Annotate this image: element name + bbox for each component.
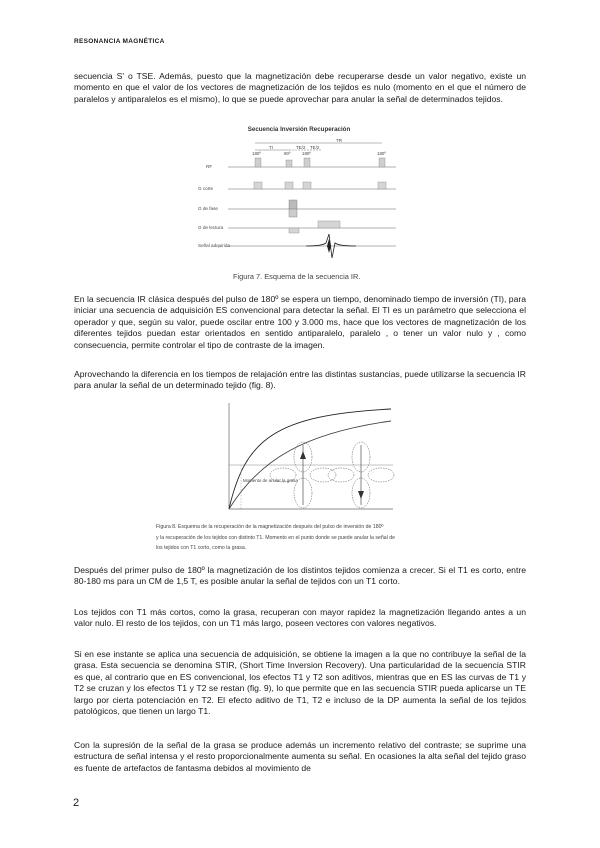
row-label-g-fase: G de fase bbox=[198, 206, 218, 211]
row-label-senal: Señal adquirida bbox=[198, 243, 230, 248]
running-header: RESONANCIA MAGNÉTICA bbox=[74, 38, 165, 45]
figure-8-diagram bbox=[215, 399, 395, 515]
row-label-g-lectura: G de lectura bbox=[198, 225, 224, 230]
timing-label-tr: TR bbox=[336, 138, 343, 143]
pulse-label-180-first: 180º bbox=[252, 151, 261, 156]
pulse-label-90: 90º bbox=[284, 151, 291, 156]
figure-8-caption-line-3: los tejidos con T1 corto, como la grasa. bbox=[156, 545, 247, 552]
paragraph-2: En la secuencia IR clásica después del pulso de 180º se espera un tiempo, denominado tiempo de inversión (TI), para iniciar una secuencia de adquisición ES convencional para detectar la señal. El TI es un parámetro que selecciona el operador y que, según su valor, puede oscilar entre 100 y 3.000 ms, hace que los vectores de magnetización de los diferentes tejidos puedan estar orientados en sentido antiparalelo, paralelo , o tener un valor nulo y , como consecuencia, permite controlar el tipo de contraste de la imagen. bbox=[74, 294, 526, 350]
pulse-label-180-next: 180º bbox=[377, 151, 386, 156]
pulse-label-180-refocus: 180º bbox=[302, 151, 311, 156]
paragraph-4: Después del primer pulso de 180º la magnetización de los distintos tejidos comienza a crecer. Si el T1 es corto, entre 80-180 ms para un CM de 1,5 T, es posible anular la señal de tejidos con un T1 corto. bbox=[74, 565, 526, 587]
figure-8-caption bbox=[156, 522, 456, 554]
row-label-g-corte: G corte bbox=[198, 186, 214, 191]
figure-8-caption-line-2: y la recuperación de los tejidos con distinto T1. Momento en el punto donde se puede anular la señal de bbox=[156, 534, 395, 541]
figure-7-caption: Figura 7. Esquema de la secuencia IR. bbox=[233, 272, 361, 281]
timing-label-te-half-1: TE/2 bbox=[296, 145, 306, 150]
figure-8-annotation: Momento de anular la grasa bbox=[243, 478, 298, 483]
timing-label-te-half-2: TE/2 bbox=[310, 145, 320, 150]
paragraph-5: Los tejidos con T1 más cortos, como la grasa, recuperan con mayor rapidez la magnetización llegando antes a un valor nulo. El resto de los tejidos, con un T1 más largo, poseen vectores con valores negativos. bbox=[74, 607, 526, 629]
paragraph-3: Aprovechando la diferencia en los tiempos de relajación entre las distintas sustancias, puede utilizarse la secuencia IR para anular la señal de un determinado tejido (fig. 8). bbox=[74, 369, 526, 391]
row-label-rf: RF bbox=[206, 164, 213, 169]
figure-8-caption-line-1: Figura 8. Esquema de la recuperación de la magnetización después del pulso de inversión de 180º bbox=[156, 524, 384, 530]
paragraph-1: secuencia S' o TSE. Además, puesto que la magnetización debe recuperarse desde un valor negativo, existe un momento en que el valor de los vectores de magnetización de los tejidos es nulo (momento en el que el número de paralelos y antiparalelos es el mismo), lo que se puede aprovechar para anular la señal de determinados tejidos. bbox=[74, 71, 526, 104]
paragraph-6: Si en ese instante se aplica una secuencia de adquisición, se obtiene la imagen a la que no contribuye la señal de la grasa. Esta secuencia se denomina STIR, (Short Time Inversion Recovery). Una particularidad de la secuencia STIR es que, al contrario que en ES convencional, los efectos T1 y T2 son aditivos, mientras que en ES las curvas de T1 y T2 se cruzan y los efectos T1 y T2 se restan (fig. 9), lo que permite que en las secuencia STIR pueda aplicarse un TE largo por cierta potenciación en T2. El efecto aditivo de T1, T2 e incluso de la DP aumenta la señal de los tejidos patológicos, que tienen un largo T1. bbox=[74, 649, 526, 717]
figure-7-title: Secuencia Inversión Recuperación bbox=[247, 126, 351, 133]
timing-label-ti: TI bbox=[269, 145, 273, 150]
figure-7-diagram bbox=[196, 122, 402, 262]
paragraph-7: Con la supresión de la señal de la grasa se produce además un incremento relativo del contraste; se suprime una estructura de señal intensa y el resto proporcionalmente aumenta su señal. En ocasiones la alta señal del tejido graso es fuente de artefactos de fantasma debidos al movimiento de bbox=[74, 740, 526, 773]
page-number: 2 bbox=[73, 797, 80, 809]
